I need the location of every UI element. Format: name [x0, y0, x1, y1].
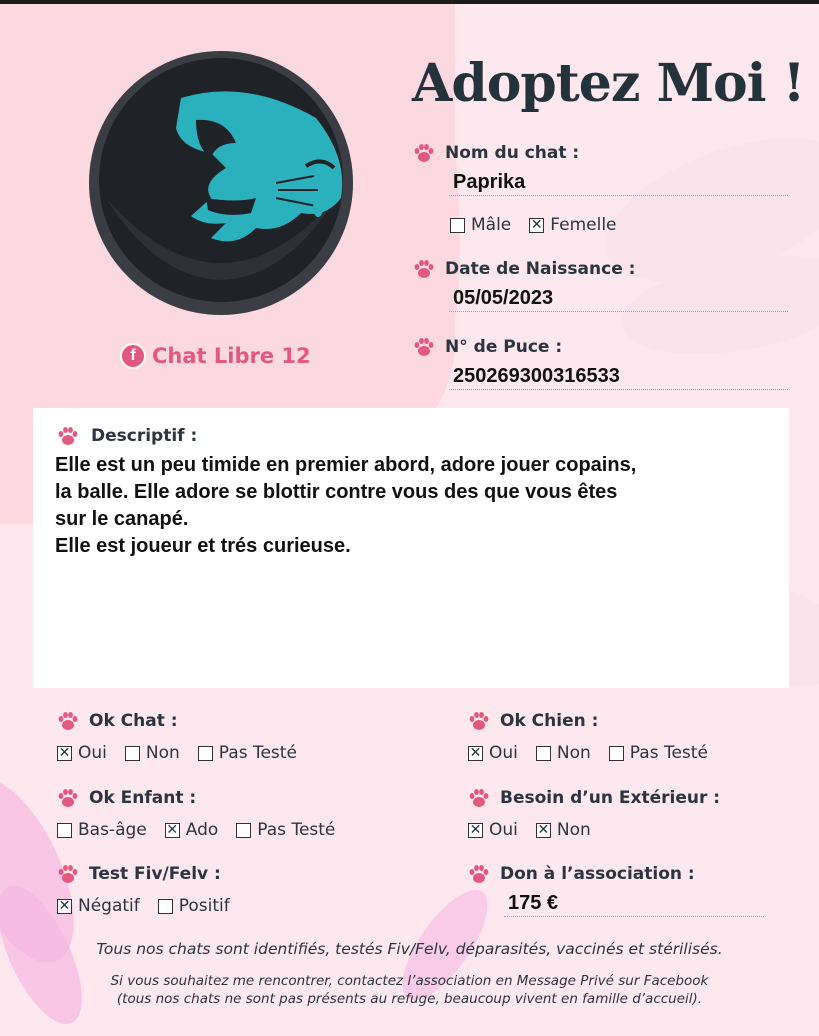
description-text[interactable]: Elle est un peu timide en premier abord, adore jouer copains, la balle. Elle adore se blottir contre vous des que vous êtes sur le canapé. Elle est joueur et trés curieuse.: [55, 454, 637, 557]
paw-icon: [57, 426, 79, 446]
birthdate-field: [413, 259, 788, 312]
fiv-label: Test Fiv/Felv :: [89, 864, 221, 884]
fiv-positif-label: Positif: [178, 896, 230, 916]
paw-icon: [413, 337, 435, 357]
paw-icon: [413, 143, 435, 163]
footer-contact-line: (tous nos chats ne sont pas présents au refuge, beaucoup vivent en famille d’accueil).: [116, 991, 703, 1007]
ok-chat-non-label: Non: [145, 743, 180, 763]
ok-chien-pas-teste-label: Pas Testé: [629, 743, 708, 763]
fiv-positif-checkbox[interactable]: [158, 899, 173, 914]
birthdate-value[interactable]: 05/05/2023: [449, 285, 788, 312]
footer-contact-line: Si vous souhaitez me rencontrer, contactez l’association en Message Privé sur Facebook: [110, 973, 709, 989]
paw-icon: [57, 864, 79, 884]
ok-chien-oui-checkbox[interactable]: ✕: [469, 745, 482, 761]
ok-enfant-pas-teste-label: Pas Testé: [257, 820, 336, 840]
don-value[interactable]: 175 €: [504, 890, 764, 917]
exterieur-oui-label: Oui: [489, 820, 518, 840]
ok-chat-pas-teste-label: Pas Testé: [218, 743, 297, 763]
fiv-options: [57, 896, 230, 916]
facebook-icon: f: [120, 343, 146, 369]
ok-chat-label: Ok Chat :: [89, 711, 178, 731]
fiv-field: [57, 864, 230, 916]
facebook-page-name: Chat Libre 12: [152, 344, 311, 368]
paw-icon: [468, 864, 490, 884]
female-label: Femelle: [550, 215, 617, 235]
exterieur-options: [468, 820, 720, 840]
ok-enfant-label: Ok Enfant :: [89, 788, 197, 808]
paw-icon: [413, 259, 435, 279]
male-label: Mâle: [471, 215, 512, 235]
don-field: [468, 864, 764, 917]
ok-chien-non-label: Non: [556, 743, 591, 763]
ok-chat-oui-checkbox[interactable]: ✕: [58, 745, 71, 761]
ok-enfant-ado-label: Ado: [185, 820, 219, 840]
ok-chat-non-checkbox[interactable]: [125, 746, 140, 761]
ok-chien-label: Ok Chien :: [500, 711, 599, 731]
footer-contact: [0, 972, 819, 1008]
paw-icon: [468, 788, 490, 808]
paw-icon: [57, 788, 79, 808]
exterieur-field: [468, 788, 720, 840]
fiv-negatif-label: Négatif: [78, 896, 140, 916]
ok-enfant-options: [57, 820, 335, 840]
ok-enfant-pas-teste-checkbox[interactable]: [236, 823, 251, 838]
ok-enfant-ado-checkbox[interactable]: ✕: [166, 822, 179, 838]
exterieur-non-checkbox[interactable]: ✕: [537, 822, 550, 838]
name-value[interactable]: Paprika: [449, 169, 788, 196]
description-box: [33, 408, 789, 688]
ok-chat-options: [57, 743, 297, 763]
page-title: Adoptez Moi !: [412, 52, 805, 114]
ok-chien-oui-label: Oui: [489, 743, 518, 763]
facebook-page-link[interactable]: [120, 343, 311, 369]
chip-field: [413, 337, 788, 390]
exterieur-oui-checkbox[interactable]: ✕: [469, 822, 482, 838]
ok-chat-pas-teste-checkbox[interactable]: [198, 746, 213, 761]
fiv-negatif-checkbox[interactable]: ✕: [58, 898, 71, 914]
exterieur-label: Besoin d’un Extérieur :: [500, 788, 721, 808]
chip-value[interactable]: 250269300316533: [449, 363, 788, 390]
chat-libre-logo: [86, 48, 356, 318]
ok-enfant-bas-age-label: Bas-âge: [78, 820, 147, 840]
paw-icon: [57, 711, 79, 731]
description-label: Descriptif :: [91, 426, 198, 446]
name-label: Nom du chat :: [445, 143, 580, 163]
don-label: Don à l’association :: [500, 864, 695, 884]
ok-chien-field: [468, 711, 708, 763]
male-checkbox[interactable]: [450, 218, 465, 233]
footer-note: Tous nos chats sont identifiés, testés Fiv/Felv, déparasités, vaccinés et stérilisés.: [96, 940, 723, 958]
ok-enfant-bas-age-checkbox[interactable]: [57, 823, 72, 838]
ok-chien-options: [468, 743, 708, 763]
female-checkbox[interactable]: ✕: [530, 217, 543, 233]
name-field: [413, 143, 788, 196]
chip-label: N° de Puce :: [445, 337, 563, 357]
ok-chien-non-checkbox[interactable]: [536, 746, 551, 761]
birthdate-label: Date de Naissance :: [445, 259, 636, 279]
exterieur-non-label: Non: [556, 820, 591, 840]
ok-chien-pas-teste-checkbox[interactable]: [609, 746, 624, 761]
paw-icon: [468, 711, 490, 731]
ok-chat-oui-label: Oui: [78, 743, 107, 763]
sex-options: [450, 215, 617, 235]
ok-chat-field: [57, 711, 297, 763]
ok-enfant-field: [57, 788, 335, 840]
